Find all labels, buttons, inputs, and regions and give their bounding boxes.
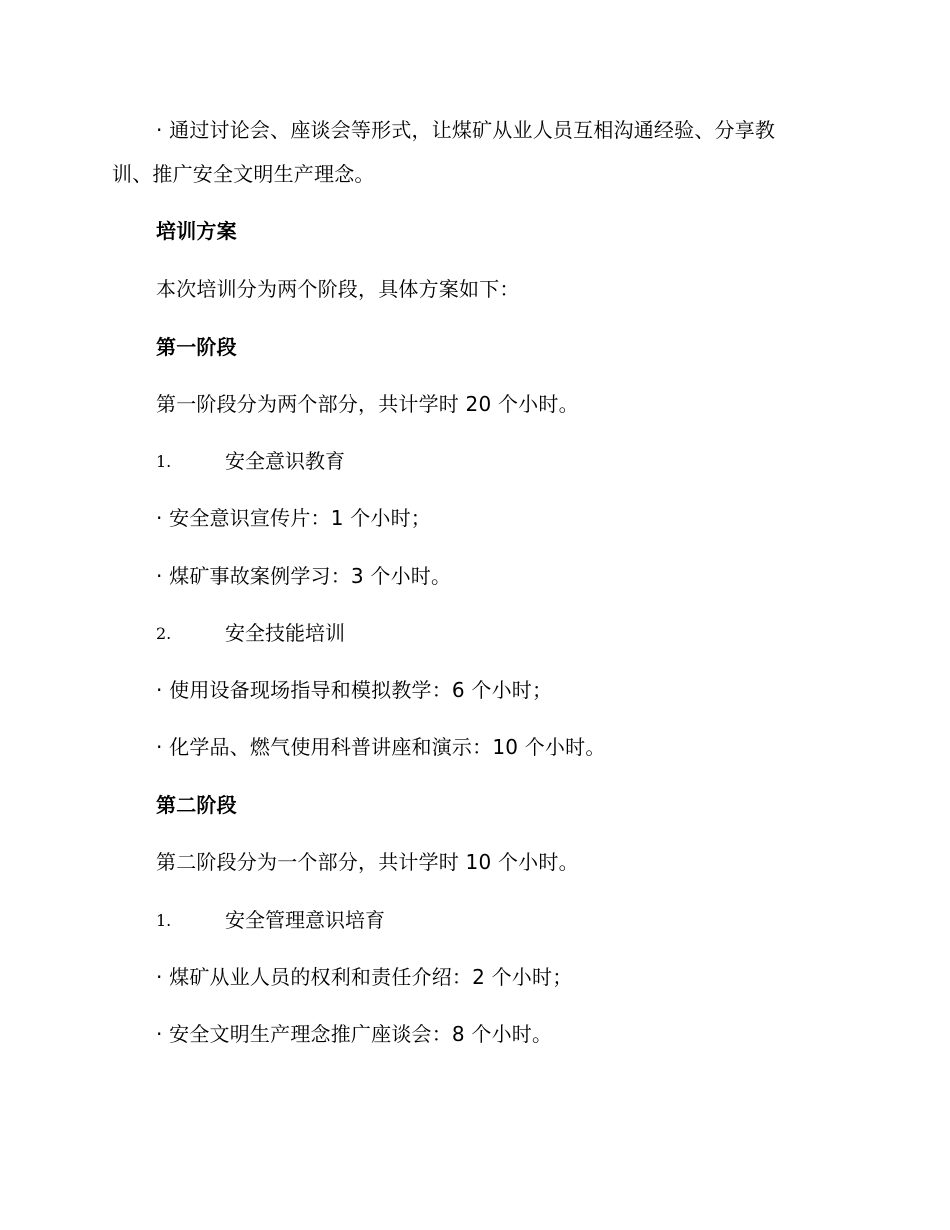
training-plan-text: 本次培训分为两个阶段，具体方案如下： — [156, 277, 520, 301]
stage2-summary: 第二阶段分为一个部分，共计学时 10 个小时。 — [156, 850, 579, 874]
stage2-item1-bullet-1: · 煤矿从业人员的权利和责任介绍：2 个小时； — [156, 965, 573, 989]
stage2-item1-number: 1. — [156, 911, 172, 930]
stage1-item1-number: 1. — [156, 452, 172, 471]
stage2-item1-bullet-2: · 安全文明生产理念推广座谈会：8 个小时。 — [156, 1022, 553, 1046]
stage1-item2-title: 安全技能培训 — [225, 621, 345, 645]
stage1-heading: 第一阶段 — [156, 335, 237, 359]
stage1-item2-number: 2. — [156, 624, 172, 643]
stage1-summary: 第一阶段分为两个部分，共计学时 20 个小时。 — [156, 392, 579, 416]
stage1-item1-bullet-1: · 安全意识宣传片：1 个小时； — [156, 506, 431, 530]
stage2-heading: 第二阶段 — [156, 793, 237, 817]
stage2-item1-title: 安全管理意识培育 — [225, 908, 385, 932]
stage1-item1-title: 安全意识教育 — [225, 449, 345, 473]
intro-bullet-line-2: 训、推广安全文明生产理念。 — [112, 162, 375, 186]
intro-bullet-line-1: · 通过讨论会、座谈会等形式，让煤矿从业人员互相沟通经验、分享教 — [156, 118, 776, 142]
training-plan-heading: 培训方案 — [156, 219, 237, 243]
stage1-item2-bullet-1: · 使用设备现场指导和模拟教学：6 个小时； — [156, 678, 553, 702]
stage1-item1-bullet-2: · 煤矿事故案例学习：3 个小时。 — [156, 564, 452, 588]
stage1-item2-bullet-2: · 化学品、燃气使用科普讲座和演示：10 个小时。 — [156, 735, 606, 759]
